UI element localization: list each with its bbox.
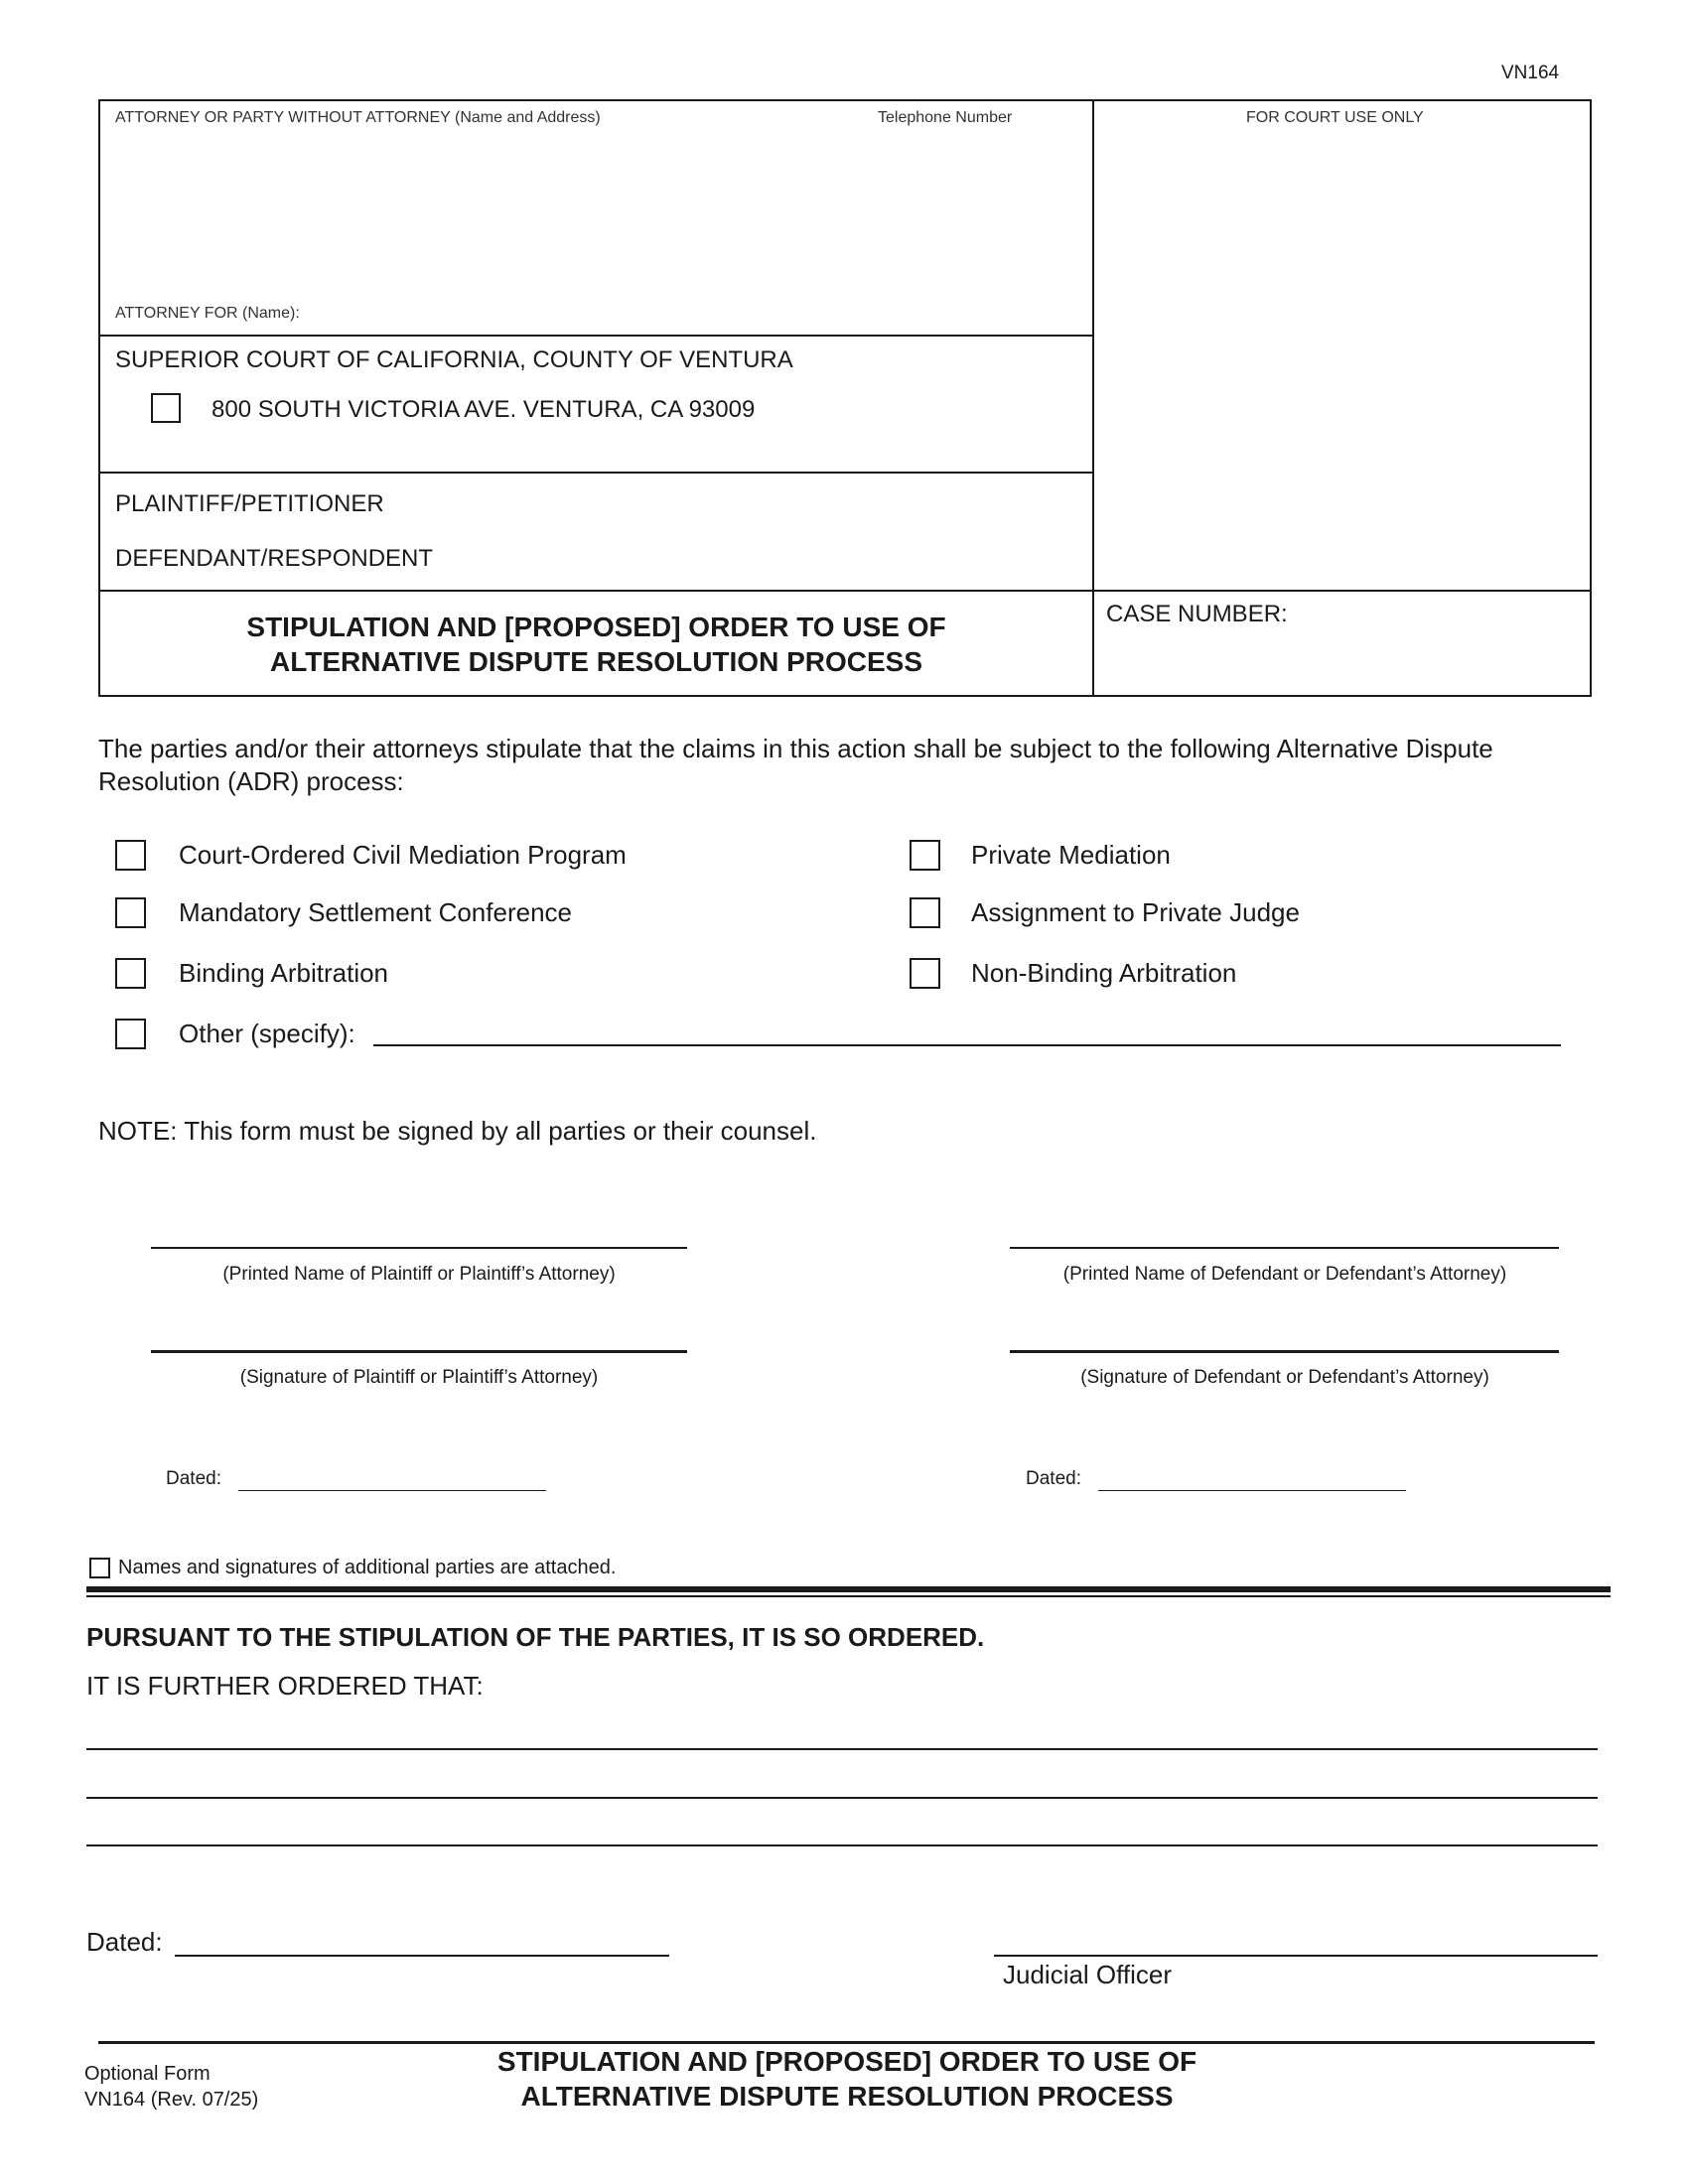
court-name: SUPERIOR COURT OF CALIFORNIA, COUNTY OF VENTURA (115, 346, 793, 373)
defendant-dated-line[interactable] (1098, 1490, 1406, 1491)
footer-title-line-1: STIPULATION AND [PROPOSED] ORDER TO USE OF (496, 2046, 1197, 2077)
private-mediation-checkbox[interactable] (910, 840, 940, 871)
judicial-officer-line[interactable] (994, 1955, 1598, 1957)
order-dated-label: Dated: (86, 1927, 163, 1957)
optional-form-label: Optional Form (84, 2063, 211, 2085)
defendant-dated-label: Dated: (1026, 1468, 1081, 1489)
plaintiff-name-caption: (Printed Name of Plaintiff or Plaintiff’s Attorney) (222, 1264, 616, 1285)
defendant-signature-line[interactable] (1010, 1350, 1559, 1353)
private-mediation-label: Private Mediation (971, 840, 1171, 870)
mandatory-settlement-label: Mandatory Settlement Conference (179, 897, 572, 927)
note-text: NOTE: This form must be signed by all parties or their counsel. (98, 1116, 817, 1146)
private-judge-label: Assignment to Private Judge (971, 897, 1300, 927)
case-number-label: CASE NUMBER: (1106, 601, 1288, 627)
title-line-1: STIPULATION AND [PROPOSED] ORDER TO USE OF (246, 612, 946, 642)
divider (98, 590, 1592, 592)
title-line-2: ALTERNATIVE DISPUTE RESOLUTION PROCESS (269, 646, 922, 677)
binding-arbitration-label: Binding Arbitration (179, 958, 389, 988)
order-dated-line[interactable] (175, 1955, 669, 1957)
court-ordered-label: Court-Ordered Civil Mediation Program (179, 840, 627, 870)
plaintiff-signature-line[interactable] (151, 1350, 687, 1353)
plaintiff-signature-caption: (Signature of Plaintiff or Plaintiff’s Attorney) (239, 1367, 599, 1388)
attorney-input-area[interactable] (115, 131, 1068, 290)
defendant-name-line[interactable] (1010, 1247, 1559, 1249)
order-line[interactable] (86, 1797, 1598, 1799)
telephone-label: Telephone Number (878, 109, 1013, 126)
footer-form-info (84, 2061, 258, 2113)
additional-parties-label: Names and signatures of additional parties are attached. (118, 1557, 617, 1578)
other-label: Other (specify): (179, 1019, 355, 1048)
intro-line-2: Resolution (ADR) process: (98, 766, 404, 796)
plaintiff-name-line[interactable] (151, 1247, 687, 1249)
private-judge-checkbox[interactable] (910, 897, 940, 928)
section-divider-thick (86, 1586, 1611, 1592)
other-checkbox[interactable] (115, 1019, 146, 1049)
further-ordered-label: IT IS FURTHER ORDERED THAT: (86, 1671, 484, 1701)
form-code-top: VN164 (1501, 63, 1560, 83)
non-binding-arbitration-checkbox[interactable] (910, 958, 940, 989)
defendant-signature-caption: (Signature of Defendant or Defendant’s Attorney) (1080, 1367, 1489, 1388)
plaintiff-dated-line[interactable] (238, 1490, 546, 1491)
non-binding-arbitration-label: Non-Binding Arbitration (971, 958, 1237, 988)
court-use-label: FOR COURT USE ONLY (1246, 109, 1424, 126)
plaintiff-label: PLAINTIFF/PETITIONER (115, 490, 384, 517)
court-ordered-checkbox[interactable] (115, 840, 146, 871)
court-address-checkbox[interactable] (151, 393, 181, 423)
order-line[interactable] (86, 1844, 1598, 1846)
case-number-field[interactable] (1106, 635, 1573, 685)
form-revision: VN164 (Rev. 07/25) (84, 2089, 259, 2111)
mandatory-settlement-checkbox[interactable] (115, 897, 146, 928)
intro-text (98, 733, 1493, 798)
divider (98, 472, 1094, 474)
attorney-label: ATTORNEY OR PARTY WITHOUT ATTORNEY (Name and Address) (115, 109, 601, 126)
intro-line-1: The parties and/or their attorneys stipulate that the claims in this action shall be subject to the following Alternative Dispute (98, 734, 1493, 763)
attorney-for-label: ATTORNEY FOR (Name): (115, 305, 300, 322)
judicial-officer-label: Judicial Officer (1003, 1960, 1173, 1989)
additional-parties-checkbox[interactable] (89, 1558, 110, 1578)
order-heading: PURSUANT TO THE STIPULATION OF THE PARTIES, IT IS SO ORDERED. (86, 1622, 985, 1652)
court-address: 800 SOUTH VICTORIA AVE. VENTURA, CA 93009 (211, 396, 756, 423)
defendant-label: DEFENDANT/RESPONDENT (115, 545, 434, 572)
footer-title-line-2: ALTERNATIVE DISPUTE RESOLUTION PROCESS (520, 2081, 1174, 2112)
other-specify-line[interactable] (373, 1044, 1561, 1046)
divider (98, 335, 1094, 337)
section-divider-thin (86, 1595, 1611, 1597)
footer-title (351, 2044, 1343, 2114)
plaintiff-dated-label: Dated: (166, 1468, 221, 1489)
order-line[interactable] (86, 1748, 1598, 1750)
binding-arbitration-checkbox[interactable] (115, 958, 146, 989)
defendant-name-caption: (Printed Name of Defendant or Defendant’s Attorney) (1062, 1264, 1507, 1285)
form-title (98, 610, 1094, 679)
